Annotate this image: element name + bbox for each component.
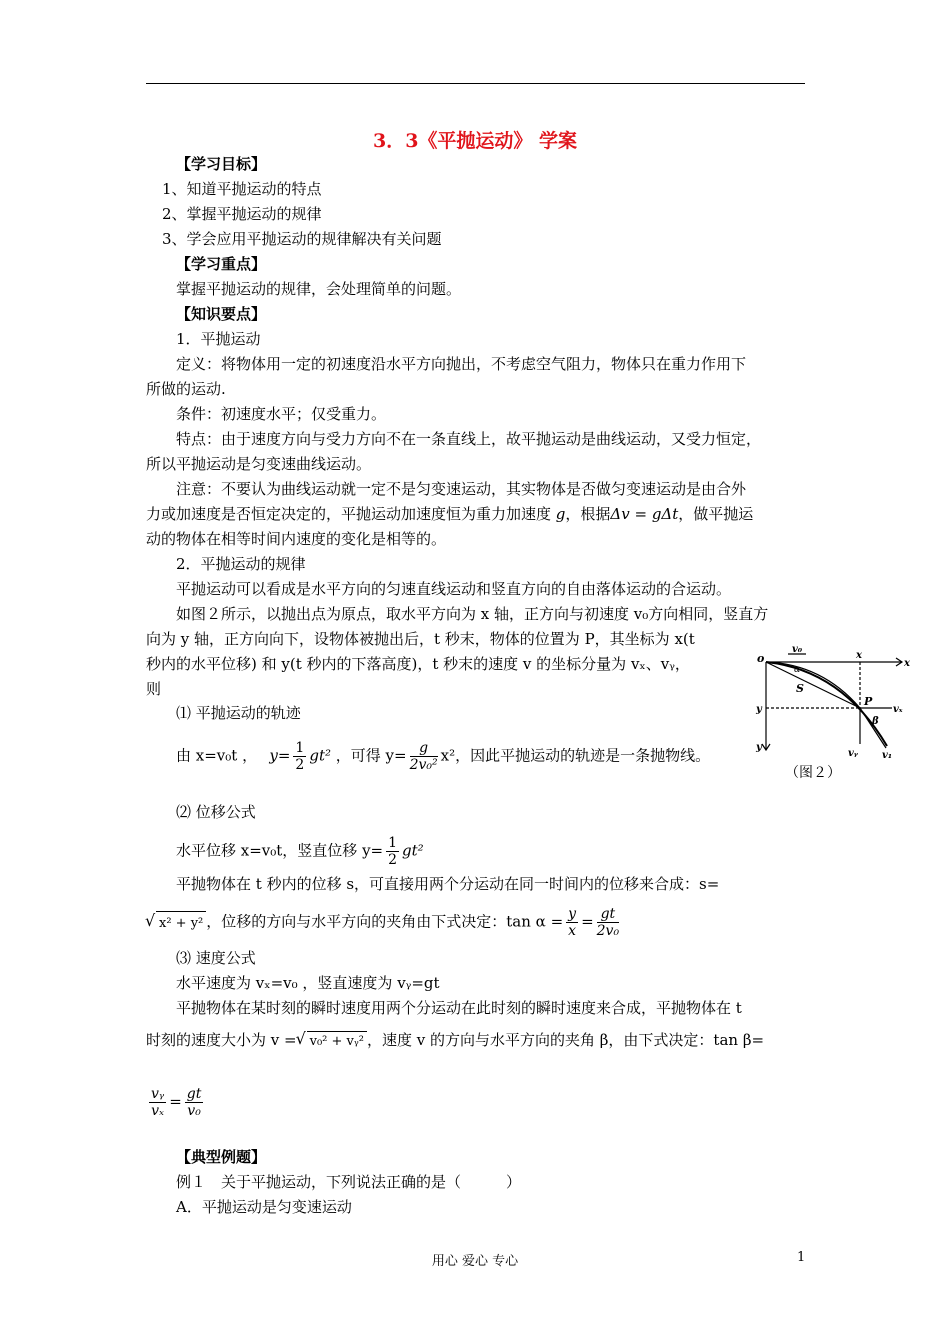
goal-item: 3、学会应用平抛运动的规律解决有关问题 (162, 230, 442, 248)
note-line-3: 动的物体在相等时间内速度的变化是相等的。 (146, 530, 447, 548)
focus-text: 掌握平抛运动的规律，会处理简单的问题。 (176, 280, 462, 298)
displacement-text-2: √ x² + y² ，位移的方向与水平方向的夹角由下式决定：tan α = $\frac{y}{x}$ = $\frac{gt}{\text{2v₀}}$ (146, 906, 622, 939)
definition-line-1: 定义：将物体用一定的初速度沿水平方向抛出，不考虑空气阻力，物体只在重力作用下 (176, 355, 747, 373)
velocity-tan-formula: $\frac{\text{vᵧ}}{\text{vₓ}}$ = $\frac{gt}{\text{v₀}}$ (151, 1086, 202, 1119)
figure-caption: （图２） (785, 765, 841, 781)
vx-label: vₓ (893, 704, 903, 715)
feature-line-1: 特点：由于速度方向与受力方向不在一条直线上，故平抛运动是曲线运动，又受力恒定， (176, 430, 762, 448)
example-1-question: 例１ 关于平抛运动，下列说法正确的是（ ） (176, 1173, 522, 1191)
velocity-heading: ⑶ 速度公式 (176, 949, 256, 967)
examples-heading: 【典型例题】 (176, 1148, 267, 1166)
p-label: P (864, 695, 873, 708)
v1-label: v₁ (882, 750, 893, 761)
footer-text: 用心 爱心 专心 (431, 1254, 519, 1269)
x-top-label: x (856, 650, 862, 661)
page-number: 1 (797, 1250, 806, 1265)
x-axis-label: x (904, 658, 910, 669)
displacement-formula: 水平位移 x=v₀t，竖直位移 y= $\frac{1}{2}$ gt² (176, 835, 424, 868)
s-label: S (796, 682, 804, 695)
figure-text-4: 则 (146, 680, 162, 698)
velocity-components: 水平速度为 vₓ=v₀ ，竖直速度为 vᵧ=gt (176, 974, 440, 992)
displacement-text-1: 平抛物体在 t 秒内的位移 s，可直接用两个分运动在同一时间内的位移来合成：s= (176, 875, 720, 893)
section-2-heading: 2．平抛运动的规律 (176, 555, 306, 573)
vy-label: vᵧ (848, 748, 858, 759)
figure-text-2: 向为 y 轴，正方向向下，设物体被抛出后，t 秒末，物体的位置为 P，其坐标为 x(t (146, 630, 695, 648)
projectile-figure (752, 640, 912, 765)
trajectory-formula: 由 x=v₀t ， y= $\frac{1}{2}$ gt² ，可得 y= $\frac{g}{\text{2v₀²}}$ x²，因此平抛运动的轨迹是一条抛物线。 (176, 740, 711, 773)
page-title: 3．3《平抛运动》 学案 (372, 130, 578, 152)
beta-label: β (872, 716, 879, 727)
header-rule (146, 83, 805, 84)
y-left-label: y (756, 704, 762, 715)
goal-item: 1、知道平抛运动的特点 (162, 180, 322, 198)
goals-heading: 【学习目标】 (176, 155, 267, 173)
law-text: 平抛运动可以看成是水平方向的匀速直线运动和竖直方向的自由落体运动的合运动。 (176, 580, 732, 598)
v0-label: v₀ (792, 644, 803, 655)
figure-text-3: 秒内的水平位移) 和 y(t 秒内的下落高度)，t 秒末的速度 v 的坐标分量为 vₓ、vᵧ， (146, 655, 690, 673)
note-line-1: 注意：不要认为曲线运动就一定不是匀变速运动，其实物体是否做匀变速运动是由合外 (176, 480, 747, 498)
points-heading: 【知识要点】 (176, 305, 267, 323)
definition-line-2: 所做的运动. (146, 380, 226, 398)
alpha-label: α (794, 665, 801, 675)
displacement-heading: ⑵ 位移公式 (176, 803, 256, 821)
feature-line-2: 所以平抛运动是匀变速曲线运动。 (146, 455, 372, 473)
origin-label: o (757, 652, 765, 665)
note-line-2: 力或加速度是否恒定决定的，平抛运动加速度恒为重力加速度 g，根据Δv = gΔt，做平抛运 (146, 505, 754, 523)
section-1-heading: 1．平抛运动 (176, 330, 261, 348)
velocity-text-2: 时刻的速度大小为 v =√ v₀² + vᵧ² ，速度 v 的方向与水平方向的夹角 β，由下式决定：tan β= (146, 1030, 764, 1052)
example-1-option-a: A．平抛运动是匀变速运动 (176, 1198, 352, 1216)
condition-text: 条件：初速度水平；仅受重力。 (176, 405, 387, 423)
figure-text-1: 如图２所示，以抛出点为原点，取水平方向为 x 轴，正方向与初速度 v₀方向相同，竖直方 (176, 605, 769, 623)
velocity-text-1: 平抛物体在某时刻的瞬时速度用两个分运动在此时刻的瞬时速度来合成，平抛物体在 t (176, 999, 742, 1017)
y-axis-label: y (756, 742, 762, 753)
trajectory-heading: ⑴ 平抛运动的轨迹 (176, 704, 301, 722)
goal-item: 2、掌握平抛运动的规律 (162, 205, 322, 223)
focus-heading: 【学习重点】 (176, 255, 267, 273)
